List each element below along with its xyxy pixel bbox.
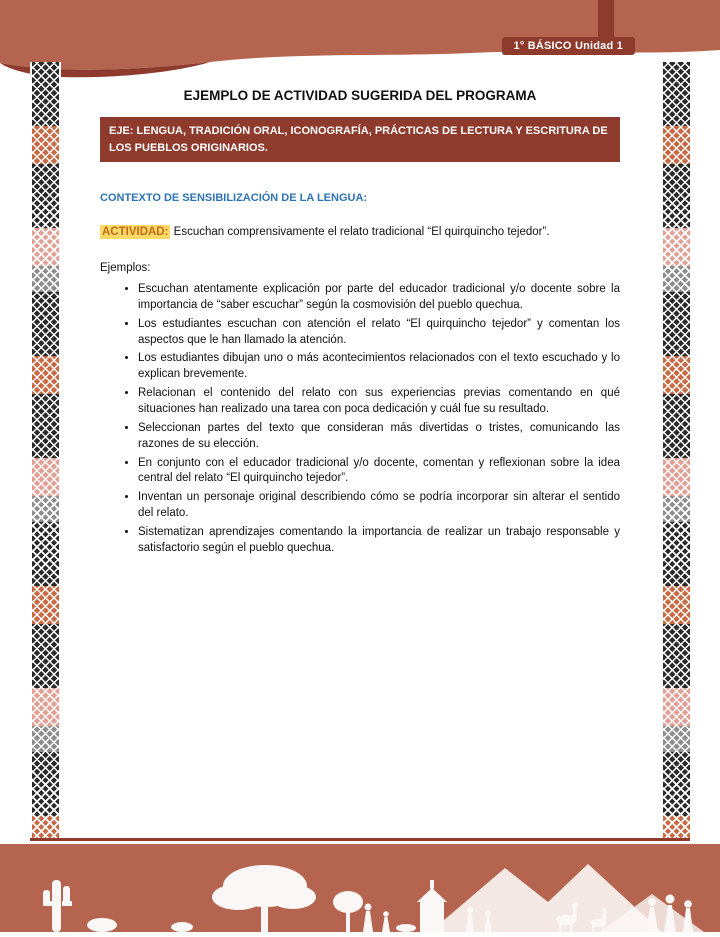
list-item: • En conjunto con el educador tradicional y/o docente, comentan y reflexionan sobre la idea central del relato “El quirquincho tejedor”.	[138, 456, 620, 488]
footer-divider-line	[30, 838, 690, 841]
document-body	[100, 88, 620, 560]
list-item: • Los estudiantes escuchan con atención el relato “El quirquincho tejedor” y comentan los aspectos que le han llamado la atención.	[138, 317, 620, 349]
context-heading: CONTEXTO DE SENSIBILIZACIÓN DE LA LENGUA:	[100, 192, 368, 204]
bullet-list	[100, 282, 620, 557]
unit-badge: 1° BÁSICO Unidad 1	[502, 37, 635, 55]
eje-banner: EJE: LENGUA, TRADICIÓN ORAL, ICONOGRAFÍA, PRÁCTICAS DE LECTURA Y ESCRITURA DE LOS PUEBLOS ORIGINARIOS.	[100, 117, 620, 162]
list-item: • Sistematizan aprendizajes comentando la importancia de realizar un trabajo responsable y satisfactorio según el pueblo quechua.	[138, 525, 620, 557]
activity-text: Escuchan comprensivamente el relato tradicional “El quirquincho tejedor”.	[170, 226, 550, 238]
page-title: EJEMPLO DE ACTIVIDAD SUGERIDA DEL PROGRAMA	[183, 88, 537, 103]
decorative-border-left	[30, 62, 61, 840]
list-item: • Los estudiantes dibujan uno o más acontecimientos relacionados con el texto escuchado y lo explican brevemente.	[138, 351, 620, 383]
list-item: • Escuchan atentamente explicación por parte del educador tradicional y/o docente sobre la importancia de “saber escuchar” según la cosmovisión del pueblo quechua.	[138, 282, 620, 314]
activity-line	[100, 226, 620, 238]
list-item: • Seleccionan partes del texto que consideran más divertidas o tristes, comunicando las razones de su elección.	[138, 421, 620, 453]
decorative-border-right	[661, 62, 692, 840]
footer-band	[0, 844, 720, 932]
examples-label: Ejemplos:	[100, 262, 151, 274]
list-item: • Inventan un personaje original describiendo cómo se podría incorporar sin alterar el sentido del relato.	[138, 490, 620, 522]
footer-landscape-illustration	[0, 844, 720, 932]
list-item: • Relacionan el contenido del relato con sus experiencias previas comentando en qué situaciones han realizado una tarea con poca dedicación y cuál fue su resultado.	[138, 386, 620, 418]
activity-label: ACTIVIDAD:	[102, 226, 169, 238]
